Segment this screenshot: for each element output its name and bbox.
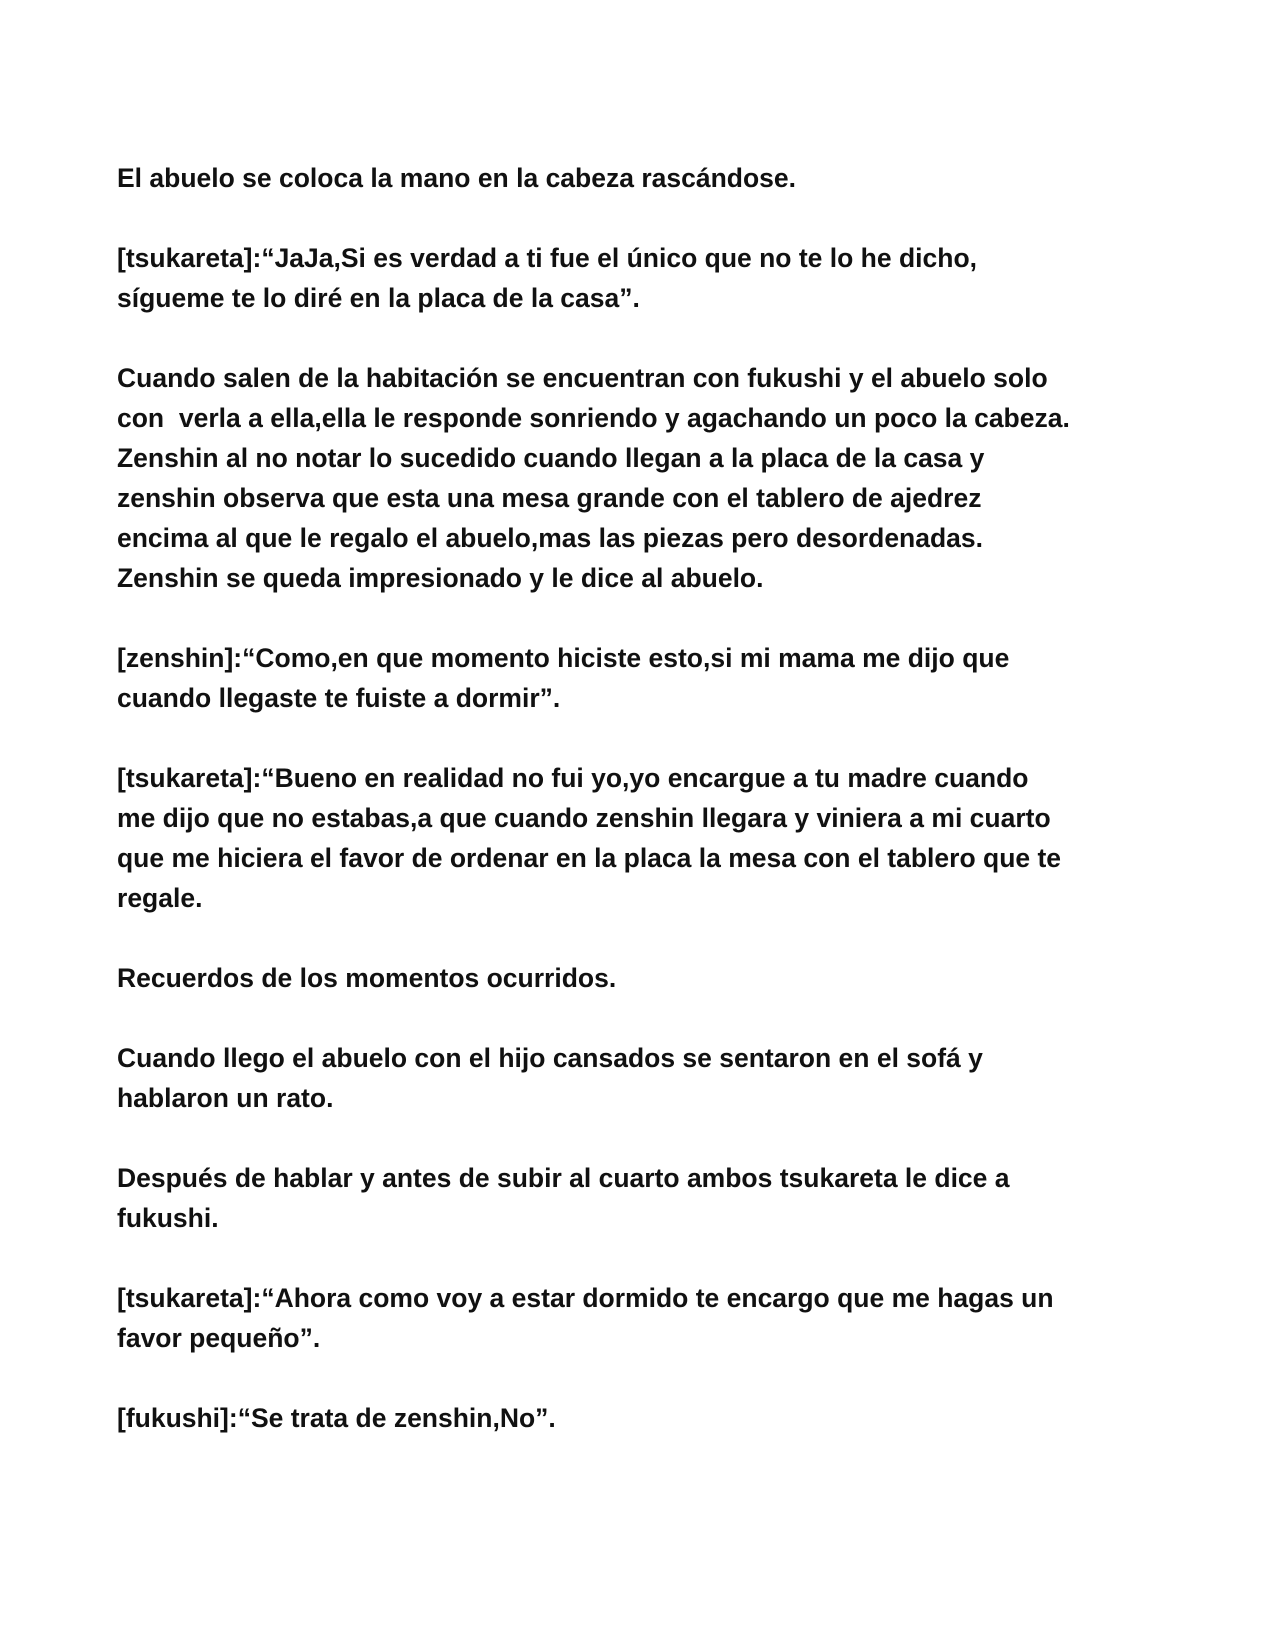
text-line: [fukushi]:“Se trata de zenshin,No”.: [117, 1403, 556, 1433]
paragraph-narration-2: [117, 358, 1177, 598]
paragraph-narration-3: [117, 958, 1177, 998]
paragraph-dialogue-tsukareta-3: [117, 1278, 1177, 1358]
text-line: que me hiciera el favor de ordenar en la placa la mesa con el tablero que te: [117, 843, 1062, 873]
paragraph-dialogue-zenshin: [117, 638, 1177, 718]
document-body: [117, 158, 1177, 1478]
text-line: [tsukareta]:“Bueno en realidad no fui yo,yo encargue a tu madre cuando: [117, 763, 1029, 793]
text-line: El abuelo se coloca la mano en la cabeza rascándose.: [117, 163, 796, 193]
text-line: con verla a ella,ella le responde sonriendo y agachando un poco la cabeza.: [117, 403, 1070, 433]
text-line: [zenshin]:“Como,en que momento hiciste esto,si mi mama me dijo que: [117, 643, 1010, 673]
paragraph-dialogue-tsukareta-1: [117, 238, 1177, 318]
text-line: [tsukareta]:“Ahora como voy a estar dormido te encargo que me hagas un: [117, 1283, 1054, 1313]
text-line: fukushi.: [117, 1203, 219, 1233]
text-line: zenshin observa que esta una mesa grande con el tablero de ajedrez: [117, 483, 982, 513]
text-line: Recuerdos de los momentos ocurridos.: [117, 963, 617, 993]
text-line: Zenshin al no notar lo sucedido cuando llegan a la placa de la casa y: [117, 443, 985, 473]
text-line: me dijo que no estabas,a que cuando zenshin llegara y viniera a mi cuarto: [117, 803, 1051, 833]
text-line: hablaron un rato.: [117, 1083, 334, 1113]
text-line: Cuando llego el abuelo con el hijo cansados se sentaron en el sofá y: [117, 1043, 983, 1073]
text-line: Después de hablar y antes de subir al cuarto ambos tsukareta le dice a: [117, 1163, 1010, 1193]
text-line: regale.: [117, 883, 203, 913]
text-line: encima al que le regalo el abuelo,mas las piezas pero desordenadas.: [117, 523, 984, 553]
text-line: [tsukareta]:“JaJa,Si es verdad a ti fue el único que no te lo he dicho,: [117, 243, 977, 273]
text-line: favor pequeño”.: [117, 1323, 321, 1353]
text-line: Cuando salen de la habitación se encuentran con fukushi y el abuelo solo: [117, 363, 1048, 393]
paragraph-dialogue-tsukareta-2: [117, 758, 1177, 918]
text-line: sígueme te lo diré en la placa de la casa”.: [117, 283, 640, 313]
paragraph-narration-4: [117, 1038, 1177, 1118]
text-line: cuando llegaste te fuiste a dormir”.: [117, 683, 561, 713]
paragraph-dialogue-fukushi: [117, 1398, 1177, 1438]
paragraph-narration-1: [117, 158, 1177, 198]
text-line: Zenshin se queda impresionado y le dice al abuelo.: [117, 563, 764, 593]
paragraph-narration-5: [117, 1158, 1177, 1238]
